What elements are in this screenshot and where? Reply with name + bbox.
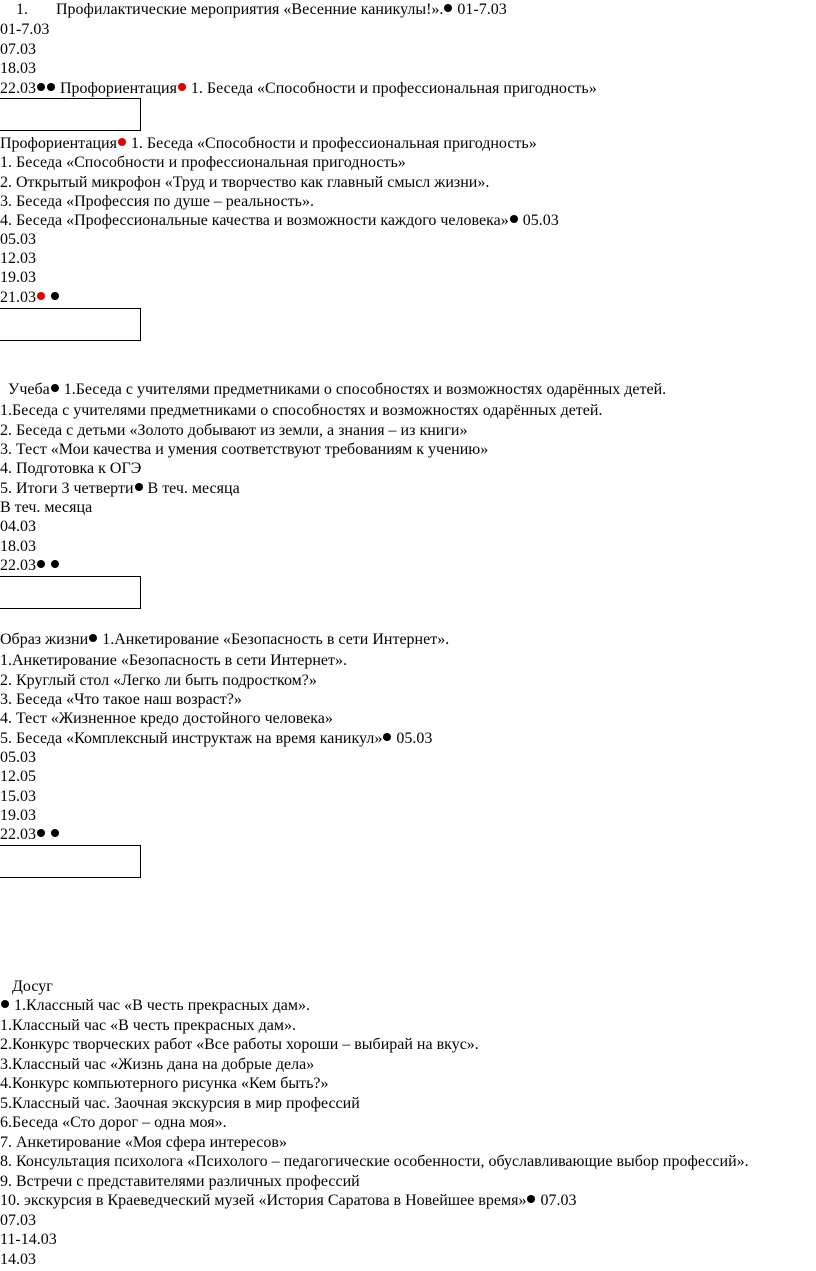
s2-title: Профориентация: [0, 135, 117, 152]
s5-date: 07.03: [0, 1212, 36, 1229]
s5-item: 3.Классный час «Жизнь дана на добрые дела»: [0, 1056, 315, 1073]
empty-cell-box: [0, 308, 141, 341]
s4-first-date: 05.03: [392, 730, 433, 747]
s3-item: 4. Подготовка к ОГЭ: [0, 460, 142, 477]
s5-item: 1.Классный час «В честь прекрасных дам».: [0, 1017, 297, 1034]
s3-date: 18.03: [0, 538, 36, 555]
s5-date: 11-14.03: [0, 1231, 57, 1248]
s1-date: 18.03: [0, 60, 36, 77]
s2-heading: [0, 134, 537, 154]
s2-item: 4. Беседа «Профессиональные качества и возможности каждого человека»: [0, 212, 509, 229]
s3-last-row: [0, 556, 60, 576]
s5-heading: [0, 996, 310, 1016]
red-bullet-icon: [37, 292, 45, 300]
s2-date: 21.03: [0, 289, 36, 306]
s5-item: 7. Анкетирование «Моя сфера интересов»: [0, 1134, 287, 1151]
empty-cell-box: [0, 98, 141, 131]
s3-heading: [8, 380, 666, 400]
s2-title: Профориентация: [60, 80, 177, 97]
s3-date: В теч. месяца: [0, 499, 93, 516]
s4-first-item: 1.Анкетирование «Безопасность в сети Интернет».: [98, 631, 450, 648]
s5-first-date: 07.03: [536, 1192, 577, 1209]
s4-date: 15.03: [0, 788, 36, 805]
s5-item: 10. экскурсия в Краеведческий музей «История Саратова в Новейшее время»: [0, 1192, 527, 1209]
bullet-icon: [51, 292, 59, 300]
s4-date: 12.05: [0, 768, 36, 785]
s2-item: 3. Беседа «Профессия по душе – реальность».: [0, 193, 314, 210]
empty-cell-box: [0, 845, 141, 878]
s4-date: 19.03: [0, 807, 36, 824]
s4-item: 4. Тест «Жизненное кредо достойного человека»: [0, 710, 333, 727]
s3-first-date: В теч. месяца: [143, 480, 240, 497]
red-bullet-icon: [178, 83, 186, 91]
bullet-icon: [383, 733, 391, 741]
s3-date: 22.03: [0, 557, 36, 574]
s5-first-item: 1.Классный час «В честь прекрасных дам».: [10, 997, 311, 1014]
s4-item: 5. Беседа «Комплексный инструктаж на время каникул»: [0, 730, 383, 747]
s5-item: 5.Классный час. Заочная экскурсия в мир профессий: [0, 1095, 360, 1112]
bullet-icon: [51, 560, 59, 568]
s5-date: 14.03: [0, 1251, 36, 1268]
s3-item: 3. Тест «Мои качества и умения соответствуют требованиям к учению»: [0, 441, 489, 458]
s4-item: 1.Анкетирование «Безопасность в сети Интернет».: [0, 652, 348, 669]
bullet-icon: [444, 4, 452, 12]
bullet-icon: [47, 83, 55, 91]
s1-date: 07.03: [0, 41, 36, 58]
bullet-icon: [135, 483, 143, 491]
s2-item: 1. Беседа «Способности и профессиональная пригодность»: [0, 154, 406, 171]
bullet-icon: [51, 384, 59, 392]
s1-date: 22.03: [0, 80, 36, 97]
bullet-icon: [37, 560, 45, 568]
s1-last-row: [0, 79, 597, 99]
empty-cell-box: [0, 576, 141, 609]
s1-number: 1.: [16, 1, 28, 18]
s4-last-row: [0, 825, 60, 845]
s2-last-row: [0, 288, 60, 308]
bullet-icon: [37, 83, 45, 91]
s5-item-last: [0, 1191, 576, 1211]
bullet-icon: [527, 1195, 535, 1203]
s3-item: 5. Итоги 3 четверти: [0, 480, 134, 497]
s5-title: Досуг: [12, 978, 53, 995]
s2-date: 12.03: [0, 250, 36, 267]
s4-item: 3. Беседа «Что такое наш возраст?»: [0, 691, 242, 708]
s2-first-item: 1. Беседа «Способности и профессиональная пригодность»: [126, 135, 537, 152]
s4-item-last: [0, 729, 432, 749]
s2-date: 05.03: [0, 231, 36, 248]
s3-first-item: 1.Беседа с учителями предметниками о способностях и возможностях одарённых детей.: [59, 381, 667, 398]
s4-date: 05.03: [0, 749, 36, 766]
s4-title: Образ жизни: [0, 631, 89, 648]
bullet-icon: [510, 215, 518, 223]
s3-item: 1.Беседа с учителями предметниками о способностях и возможностях одарённых детей.: [0, 402, 603, 419]
s3-title: Учеба: [8, 381, 50, 398]
bullet-icon: [37, 829, 45, 837]
s3-item: 2. Беседа с детьми «Золото добывают из земли, а знания – из книги»: [0, 422, 468, 439]
s2-item: 2. Открытый микрофон «Труд и творчество как главный смысл жизни».: [0, 174, 490, 191]
s5-item: 9. Встречи с представителями различных профессий: [0, 1173, 360, 1190]
bullet-icon: [1, 1000, 9, 1008]
s5-item: 2.Конкурс творческих работ «Все работы хороши – выбирай на вкус».: [0, 1036, 479, 1053]
s1-heading: [0, 0, 507, 20]
s5-item: 6.Беседа «Сто дорог – одна моя».: [0, 1114, 227, 1131]
s2-first-item: 1. Беседа «Способности и профессиональная пригодность»: [186, 80, 597, 97]
s1-date: 01-7.03: [0, 21, 50, 38]
red-bullet-icon: [118, 138, 126, 146]
s5-item: 8. Консультация психолога «Психолого – педагогические особенности, обуславливающие выбор профессий».: [0, 1153, 749, 1170]
s4-date: 22.03: [0, 826, 36, 843]
s4-item: 2. Круглый стол «Легко ли быть подростком?»: [0, 672, 317, 689]
bullet-icon: [89, 634, 97, 642]
s3-date: 04.03: [0, 518, 36, 535]
s5-item: 4.Конкурс компьютерного рисунка «Кем быть?»: [0, 1075, 329, 1092]
s2-first-date: 05.03: [518, 212, 559, 229]
s1-heading-text: Профилактические мероприятия «Весенние каникулы!».: [56, 1, 444, 18]
s2-item-last: [0, 211, 559, 231]
s3-item-last: [0, 479, 240, 499]
bullet-icon: [51, 829, 59, 837]
s2-date: 19.03: [0, 269, 36, 286]
s4-heading: [0, 630, 449, 650]
s1-heading-date: 01-7.03: [453, 1, 507, 18]
